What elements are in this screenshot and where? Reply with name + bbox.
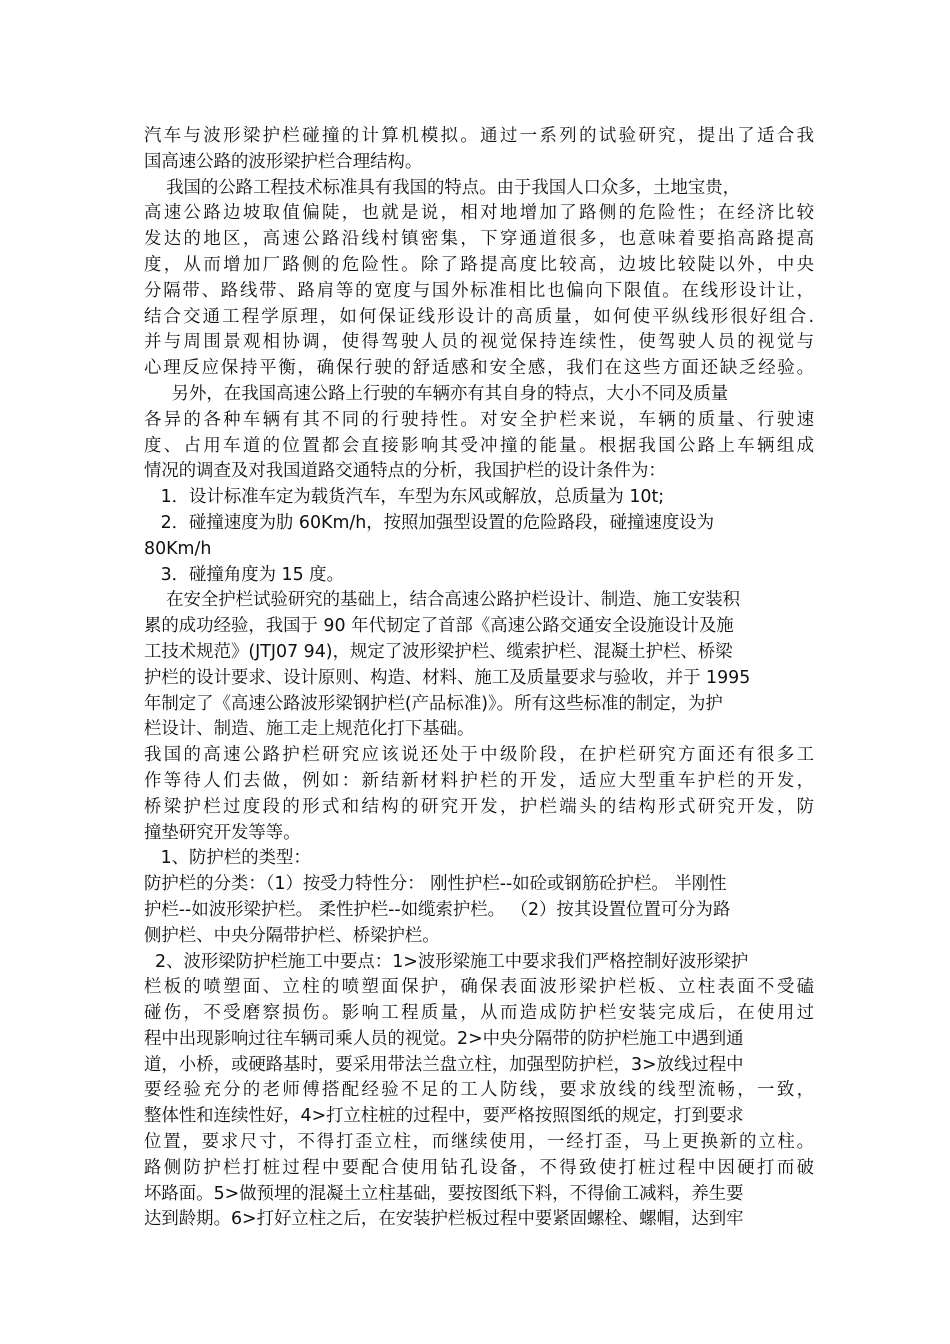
- text-line: 在安全护栏试验研究的基础上，结合高速公路护栏设计、制造、施工安装积: [144, 590, 741, 611]
- text-line: 情况的调查及对我国道路交通特点的分析，我国护栏的设计条件为：: [144, 461, 666, 482]
- text-line: 侧护栏、中央分隔带护栏、桥梁护栏。: [144, 925, 440, 946]
- text-line: 栏板的喷塑面、立柱的喷塑面保护，确保表面波形梁护栏板、立柱表面不受磕: [144, 977, 814, 998]
- text-line: 各异的各种车辆有其不同的行驶持性。对安全护栏来说，车辆的质量、行驶速: [144, 409, 814, 430]
- text-line: 汽车与波形梁护栏碰撞的计算机模拟。通过一系列的试验研究，提出了适合我: [144, 126, 814, 146]
- text-line: 道，小桥，或硬路基时，要采用带法兰盘立柱，加强型防护栏，3>放线过程中: [144, 1054, 744, 1075]
- text-line: 发达的地区，高速公路沿线村镇密集，下穿通道很多，也意味着要掐高路提高: [144, 229, 814, 250]
- text-line: 我国的高速公路护栏研究应该说还处于中级阶段，在护栏研究方面还有很多工: [144, 745, 814, 766]
- text-line: 栏设计、制造、施工走上规范化打下基础。: [144, 719, 475, 740]
- text-line: 碰伤，不受磨察损伤。影响工程质量，从而造成防护栏安装完成后，在使用过: [144, 1003, 814, 1024]
- text-line: 年制定了《高速公路波形梁钢护栏(产品标准)》。所有这些标准的制定，为护: [144, 693, 723, 714]
- text-line: 护栏--如波形梁护栏。 柔性护栏--如缆索护栏。 （2）按其设置位置可分为路: [144, 899, 731, 920]
- text-line: 1、防护栏的类型：: [144, 848, 311, 869]
- text-line: 累的成功经验，我国于 90 年代韧定了首部《高速公路交通安全设施设计及施: [144, 616, 734, 637]
- text-line: 桥梁护栏过度段的形式和结构的研究开发，护栏端头的结构形式研究开发，防: [144, 796, 814, 817]
- text-line: 度，从而增加厂路侧的危险性。除了路提高度比较高，边坡比较陡以外，中央: [144, 254, 814, 275]
- text-line: 我国的公路工程技术标准具有我国的特点。由于我国人口众多，土地宝贵，: [144, 177, 741, 198]
- text-line: 坏路面。5>做预埋的混凝土立柱基础，要按图纸下料，不得偷工减料，养生要: [144, 1183, 744, 1204]
- text-line: 高速公路边坡取值偏陡，也就是说，相对地增加了路侧的危险性；在经济比较: [144, 203, 814, 224]
- text-line: 防护栏的分类：（1）按受力特性分： 刚性护栏--如砼或钢筋砼护栏。 半刚性: [144, 874, 727, 895]
- text-line: 并与周围景观相协调，使得驾驶人员的视觉保持连续性，使驾驶人员的视觉与: [144, 332, 814, 353]
- document-body: [144, 124, 814, 1233]
- text-line: 1．设计标准车定为载货汽车，车型为东风或解放，总质量为 10t;: [144, 487, 665, 508]
- text-line: 分隔带、路线带、路肩等的宽度与国外标准相比也偏向下限值。在线形设计让，: [144, 280, 814, 301]
- text-line: 3．碰撞角度为 15 度。: [144, 564, 344, 585]
- text-line: 位置，要求尺寸，不得打歪立柱，而继续使用，一经打歪，马上更换新的立柱。: [144, 1132, 814, 1153]
- text-line: 程中出现影响过往车辆司乘人员的视觉。2>中央分隔带的防护栏施工中遇到通: [144, 1028, 744, 1049]
- text-line: 80Km/h: [144, 538, 212, 559]
- text-line: 2．碰撞速度为肋 60Km/h，按照加强型设置的危险路段，碰撞速度设为: [144, 512, 715, 533]
- text-line: 撞垫研究开发等等。: [144, 822, 301, 843]
- text-line: 护栏的设计要求、设计原则、构造、材料、施工及质量要求与验收，并于 1995: [144, 667, 751, 688]
- text-line: 要经验充分的老师傅搭配经验不足的工人防线，要求放线的线型流畅，一致，: [144, 1080, 814, 1101]
- text-line: 度、占用车道的位置都会直接影响其受冲撞的能量。根据我国公路上车辆组成: [144, 435, 814, 456]
- text-line: 心理反应保持平衡，确保行驶的舒适感和安全感，我们在这些方面还缺乏经验。: [144, 358, 814, 379]
- text-line: 结合交通工程学原理，如何保证线形设计的高质量，如何使平纵线形很好组合.: [144, 306, 814, 327]
- text-line: 作等待人们去做，例如：新结新材料护栏的开发，适应大型重车护栏的开发，: [144, 770, 814, 791]
- text-line: 国高速公路的波形梁护栏合理结构。: [144, 151, 423, 172]
- text-line: 工技术规范》(JTJ07 94)，规定了波形梁护栏、缆索护栏、混凝土护栏、桥梁: [144, 641, 733, 662]
- text-line: 路侧防护栏打桩过程中要配合使用钻孔设备，不得致使打桩过程中因硬打而破: [144, 1157, 814, 1178]
- text-line: 达到龄期。6>打好立柱之后，在安装护栏板过程中要紧固螺栓、螺帽，达到牢: [144, 1209, 744, 1230]
- text-line: 2、波形梁防护栏施工中要点：1>波形梁施工中要求我们严格控制好波形梁护: [144, 951, 749, 972]
- text-line: 整体性和连续性好，4>打立柱桩的过程中，要严格按照图纸的规定，打到要求: [144, 1106, 744, 1127]
- text-line: 另外，在我国高速公路上行驶的车辆亦有其自身的特点，大小不同及质量: [144, 383, 729, 404]
